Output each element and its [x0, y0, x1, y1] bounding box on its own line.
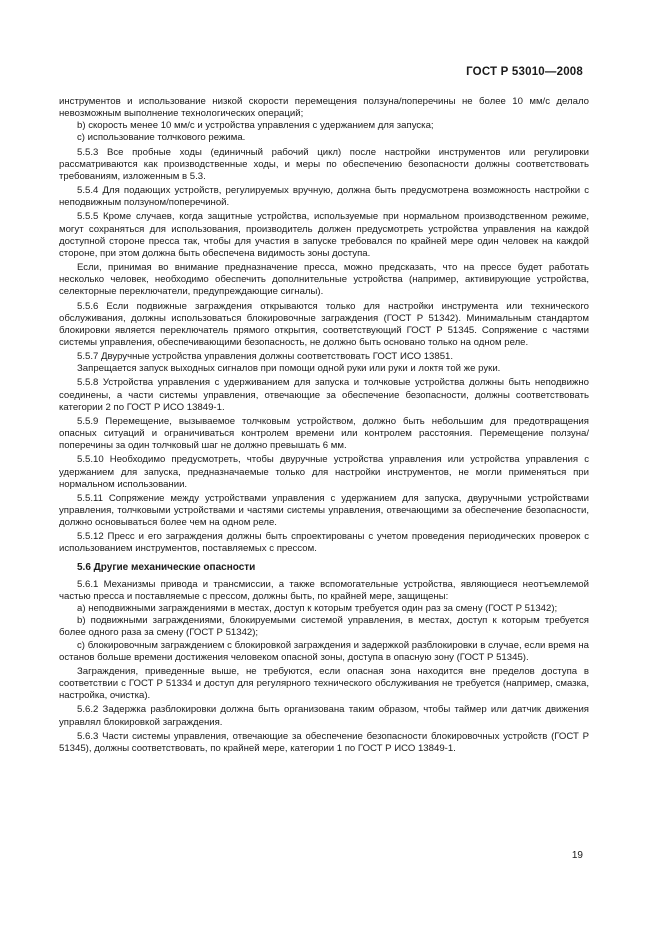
paragraph-continuation: инструментов и использование низкой скорости перемещения ползуна/поперечины не более 10 мм/с делало невозможным выполнение технологических операций;: [59, 96, 589, 120]
list-item-b: b) скорость менее 10 мм/с и устройства управления с удержанием для запуска;: [77, 120, 434, 132]
clause-5-5-3: 5.5.3 Все пробные ходы (единичный рабочий цикл) после настройки инструментов или регулировки рассматриваются как производственные ходы, и меры по обеспечению безопасности должны соответствовать требованиям, изложенным в 5.3.: [59, 146, 589, 182]
clause-5-5-5-note: Если, принимая во внимание предназначение пресса, можно предсказать, что на прессе будет работать несколько человек, необходимо обеспечить дополнительные устройства (например, активирующие устройства, селекторные переключатели, предупреждающие сигналы).: [59, 262, 589, 298]
clause-5-6-2: 5.6.2 Задержка разблокировки должна быть организована таким образом, чтобы таймер или датчик движения управлял блокировкой заграждения.: [59, 704, 589, 728]
section-heading-5-6: 5.6 Другие механические опасности: [77, 561, 256, 573]
list-item-c: c) блокировочным заграждением с блокировкой заграждения и задержкой разблокировки в случае, если время на останов больше времени достижения человеком опасной зоны, доступа в опасную зону (ГОСТ Р 51345).: [59, 639, 589, 663]
page-number: 19: [571, 850, 583, 861]
clause-5-5-9: 5.5.9 Перемещение, вызываемое толчковым устройством, должно быть небольшим для предотвращения опасных ситуаций и ограничиваться контролем времени или контролем расстояния. Перемещение ползуна/поперечины за один толчковый шаг не должно превышать 6 мм.: [59, 415, 589, 452]
clause-5-5-7-note: Запрещается запуск выходных сигналов при помощи одной руки или руки и локтя той же руки.: [77, 363, 501, 375]
clause-5-6-1-note: Заграждения, приведенные выше, не требуются, если опасная зона находится вне пределов доступа в соответствии с ГОСТ Р 51334 и доступ для регулярного технического обслуживания не требуется (например, смазка, настройка, очистка).: [59, 665, 589, 702]
clause-5-5-6: 5.5.6 Если подвижные заграждения открываются только для настройки инструмента или технического обслуживания, должны использоваться блокировочные заграждения (ГОСТ Р 51342). Минимальным стандартом блокировки является переключатель прямого открытия, соответствующий ГОСТ Р 51345. Сопряжение с частями системы управления, обеспечивающими безопасность, не должно быть основано только на одном реле.: [59, 300, 589, 348]
document-body: [59, 96, 589, 755]
clause-5-5-12: 5.5.12 Пресс и его заграждения должны быть спроектированы с учетом проведения периодических проверок с использованием инструментов, поставляемых с прессом.: [59, 531, 589, 555]
clause-5-5-7: 5.5.7 Двуручные устройства управления должны соответствовать ГОСТ ИСО 13851.: [77, 351, 454, 363]
clause-5-5-10: 5.5.10 Необходимо предусмотреть, чтобы двуручные устройства управления или устройства управления с удержанием для запуска, предназначаемые только для настройки инструментов, не могли применяться при нормальном использовании.: [59, 454, 589, 490]
list-item-c: c) использование толчкового режима.: [77, 132, 246, 144]
document-id-header: ГОСТ Р 53010—2008: [466, 66, 583, 78]
list-item-b: b) подвижными заграждениями, блокируемыми системой управления, в местах, доступ к которым требуется более одного раза за смену (ГОСТ Р 51342);: [59, 615, 589, 639]
list-item-a: a) неподвижными заграждениями в местах, доступ к которым требуется один раз за смену (ГОСТ Р 51342);: [77, 603, 558, 615]
clause-5-5-4: 5.5.4 Для подающих устройств, регулируемых вручную, должна быть предусмотрена возможность настройки с неподвижным ползуном/поперечиной.: [59, 185, 589, 209]
clause-5-5-11: 5.5.11 Сопряжение между устройствами управления с удержанием для запуска, двуручными устройствами управления, толчковыми устройствами и частями системы управления, отвечающими за обеспечение безопасности, должно основываться более чем на одном реле.: [59, 492, 589, 529]
clause-5-6-3: 5.6.3 Части системы управления, отвечающие за обеспечение безопасности блокировочных устройств (ГОСТ Р 51345), должны соответствовать, по крайней мере, категории 1 по ГОСТ Р ИСО 13849-1.: [59, 730, 589, 754]
clause-5-5-8: 5.5.8 Устройства управления с удерживанием для запуска и толчковые устройства должны быть неподвижно соединены, а части системы управления, отвечающие за обеспечение безопасности, должны соответствовать категории 2 по ГОСТ Р ИСО 13849-1.: [59, 377, 589, 413]
clause-5-5-5: 5.5.5 Кроме случаев, когда защитные устройства, используемые при нормальном производственном режиме, могут сохраняться для использования, производитель должен предусмотреть устройства управления на каждой доступной стороне пресса так, чтобы для участия в запуске требовался по крайней мере один человек на каждой стороне, при этом должна быть обеспечена видимость зоны доступа.: [59, 211, 589, 259]
clause-5-6-1: 5.6.1 Механизмы привода и трансмиссии, а также вспомогательные устройства, являющиеся неотъемлемой частью пресса и поставляемые с прессом, должны быть, по крайней мере, защищены:: [59, 578, 589, 602]
